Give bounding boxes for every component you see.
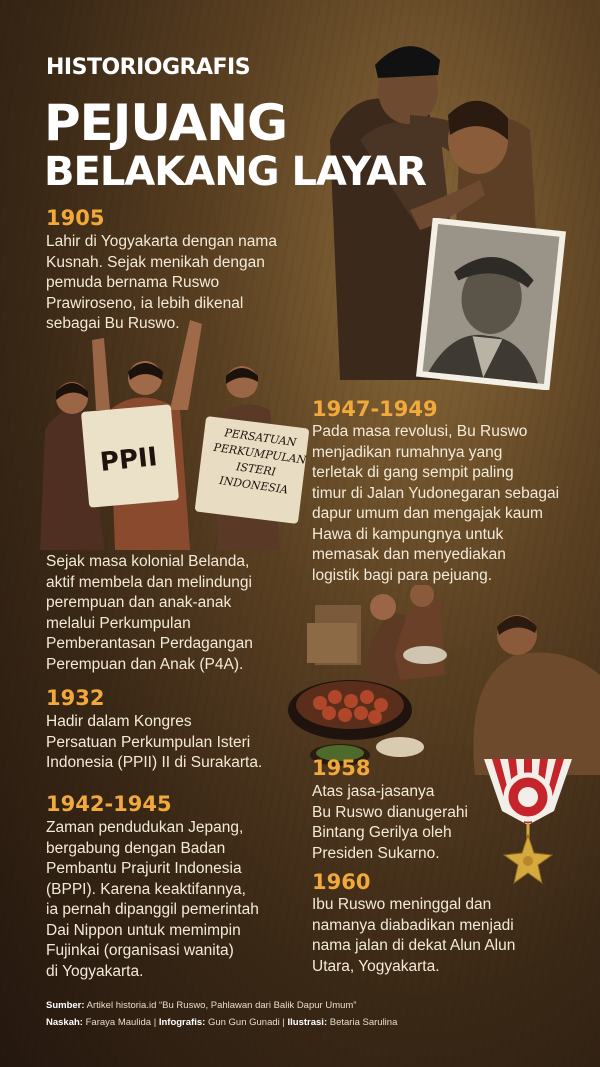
credits-source [46, 997, 397, 1014]
kitchen-illustration [285, 585, 600, 775]
portrait-photo [416, 218, 566, 390]
text-1960: Ibu Ruswo meninggal dan namanya diabadikan menjadi nama jalan di dekat Alun Alun Utara, Yogyakarta. [312, 896, 516, 975]
year-1905: 1905 [46, 206, 105, 230]
text-1947-1949: Pada masa revolusi, Bu Ruswo menjadikan rumahnya yang terletak di gang sempit paling timur di Jalan Yudonegaran sebagai dapur umum dan mengajak kaum Hawa di kampungnya untuk memasak dan menyediakan logistik bagi para pejuang. [312, 423, 560, 584]
text-colonial: Sejak masa kolonial Belanda, aktif membela dan melindungi perempuan dan anak-anak melalui Perkumpulan Pemberantasan Perdagangan Perempuan dan Anak (P4A). [46, 553, 253, 673]
year-1942-1945: 1942-1945 [46, 792, 172, 816]
protest-illustration [30, 310, 310, 550]
text-1942-1945: Zaman pendudukan Jepang, bergabung dengan Badan Pembantu Prajurit Indonesia (BPPI). Karena keaktifannya, ia pernah dipanggil pemerintah Dai Nippon untuk memimpin Fujinkai (organisasi wanita) di Yogyakarta. [46, 819, 259, 980]
text-1905: Lahir di Yogyakarta dengan nama Kusnah. Sejak menikah dengan pemuda bernama Ruswo Prawiroseno, ia lebih dikenal sebagai Bu Ruswo. [46, 233, 277, 332]
sign-ppii: PPII [98, 442, 159, 478]
sign-persatuan: PERSATUAN PERKUMPULAN ISTERI INDONESIA [212, 426, 308, 497]
source-label: Sumber: [46, 1000, 85, 1011]
script-label: Naskah: [46, 1017, 83, 1028]
medal-icon [478, 755, 578, 895]
infographic-text: Gun Gun Gunadi | [207, 1017, 285, 1028]
year-1960: 1960 [312, 870, 371, 894]
infographic-label: Infografis: [158, 1017, 206, 1028]
credits [46, 997, 397, 1031]
year-1947-1949: 1947-1949 [312, 397, 438, 421]
page-title [44, 94, 426, 195]
script-text: Faraya Maulida | [85, 1017, 157, 1028]
text-1932: Hadir dalam Kongres Persatuan Perkumpulan Isteri Indonesia (PPII) II di Surakarta. [46, 713, 263, 771]
illustration-text: Betaria Sarulina [329, 1017, 398, 1028]
text-1958: Atas jasa-jasanya Bu Ruswo dianugerahi Bintang Gerilya oleh Presiden Sukarno. [312, 783, 468, 862]
source-text: Artikel historia.id “Bu Ruswo, Pahlawan dari Balik Dapur Umum” [86, 1000, 357, 1011]
title-line-1: PEJUANG [44, 94, 288, 152]
title-line-2: BELAKANG LAYAR [44, 149, 426, 195]
illustration-label: Ilustrasi: [287, 1017, 328, 1028]
credits-team [46, 1014, 397, 1031]
year-1958: 1958 [312, 756, 371, 780]
brand-logo: HISTORIOGRAFIS [46, 55, 251, 80]
year-1932: 1932 [46, 686, 105, 710]
